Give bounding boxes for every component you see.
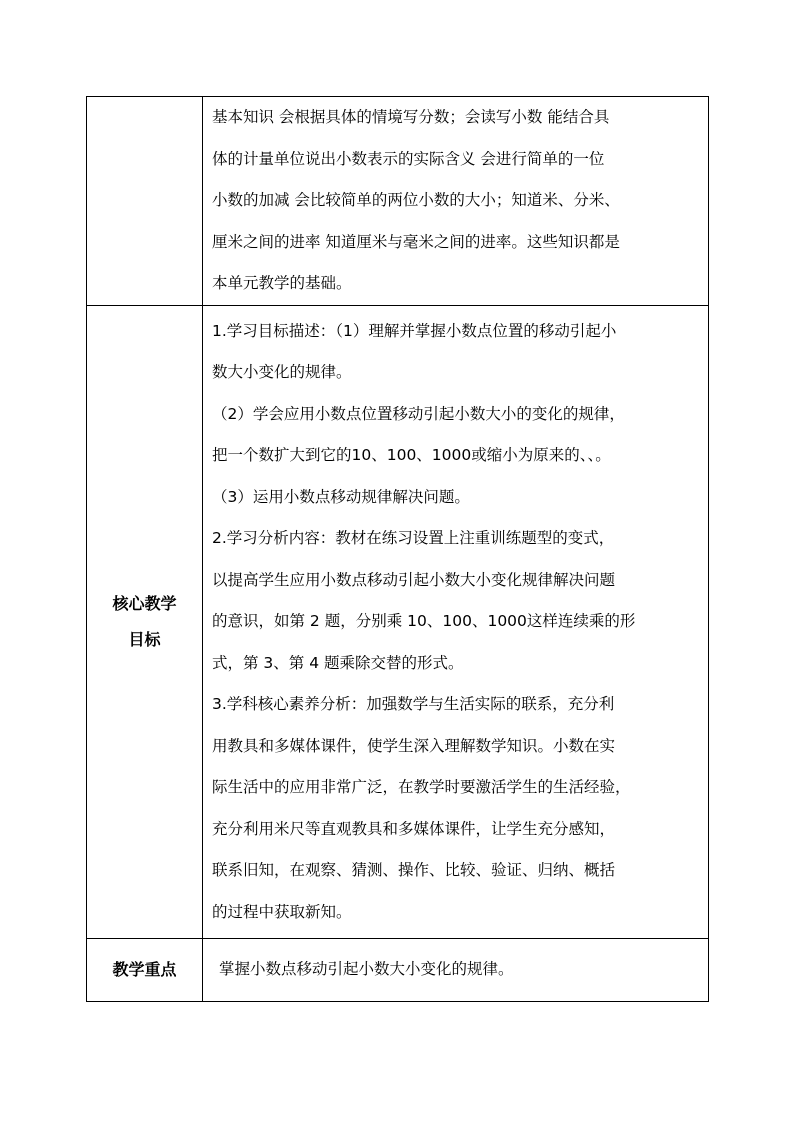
- row-label-empty: [87, 97, 203, 306]
- table-row-teaching-focus: [87, 938, 709, 1001]
- table-row-core-objectives: [87, 305, 709, 938]
- row-content-basic-knowledge: [203, 97, 709, 306]
- text-line: 充分利用米尺等直观教具和多媒体课件，让学生充分感知，: [212, 819, 616, 838]
- text-line: 体的计量单位说出小数表示的实际含义 会进行简单的一位: [212, 149, 605, 168]
- text-line: 用教具和多媒体课件，使学生深入理解数学知识。小数在实: [212, 736, 616, 755]
- text-line: 式，第 3、第 4 题乘除交替的形式。: [212, 653, 464, 672]
- text-line: 本单元教学的基础。: [212, 274, 352, 292]
- text-line: 小数的加减 会比较简单的两位小数的大小；知道米、分米、: [212, 191, 620, 209]
- text-line: 掌握小数点移动引起小数大小变化的规律。: [219, 959, 514, 978]
- label-line: 目标: [128, 629, 161, 649]
- row-content-core-objectives: [203, 305, 709, 938]
- text-line: （3）运用小数点移动规律解决问题。: [212, 487, 470, 506]
- row-label-core-objectives: [87, 305, 203, 938]
- row-content-teaching-focus: [203, 938, 709, 1001]
- text-line: 联系旧知，在观察、猜测、操作、比较、验证、归纳、概括: [212, 861, 616, 879]
- text-line: 把一个数扩大到它的10、100、1000或缩小为原来的、、。: [212, 446, 611, 464]
- text-line: 基本知识 会根据具体的情境写分数；会读写小数 能结合具: [212, 108, 610, 126]
- text-line: 厘米之间的进率 知道厘米与毫米之间的进率。这些知识都是: [212, 232, 620, 251]
- label-line: 核心教学: [112, 593, 177, 613]
- text-line: 数大小变化的规律。: [212, 363, 352, 381]
- table-row-basic-knowledge: [87, 97, 709, 306]
- lesson-plan-table: [86, 96, 709, 1002]
- text-line: 2.学习分析内容：教材在练习设置上注重训练题型的变式，: [212, 529, 615, 547]
- text-line: 的过程中获取新知。: [212, 902, 352, 921]
- row-label-teaching-focus: 教学重点: [87, 938, 203, 1001]
- text-line: （2）学会应用小数点位置移动引起小数大小的变化的规律，: [212, 404, 625, 423]
- text-line: 际生活中的应用非常广泛，在教学时要激活学生的生活经验，: [212, 778, 631, 796]
- text-line: 3.学科核心素养分析：加强数学与生活实际的联系，充分利: [212, 695, 615, 713]
- text-line: 的意识，如第 2 题，分别乘 10、100、1000这样连续乘的形: [212, 612, 636, 630]
- text-line: 1.学习目标描述：（1）理解并掌握小数点位置的移动引起小: [212, 321, 617, 340]
- text-line: 以提高学生应用小数点移动引起小数大小变化规律解决问题: [212, 570, 616, 589]
